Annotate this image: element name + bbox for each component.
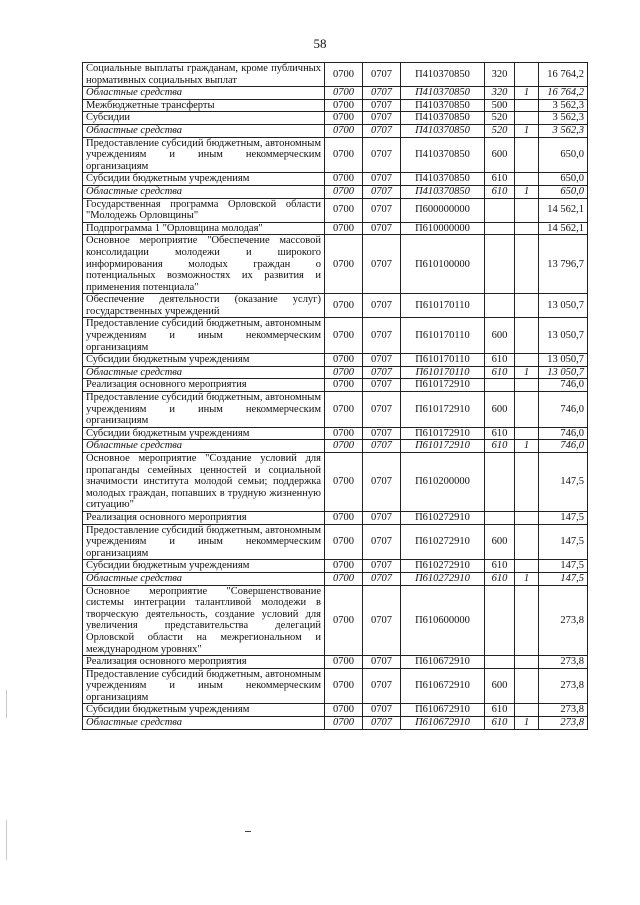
table-row — [83, 235, 588, 294]
section-code: 0700 — [325, 124, 363, 137]
expense-type-code: 610 — [485, 354, 515, 367]
section-code: 0700 — [325, 717, 363, 730]
row-name: Субсидии бюджетным учреждениям — [83, 427, 325, 440]
expense-type-code: 610 — [485, 704, 515, 717]
section-code: 0700 — [325, 427, 363, 440]
expense-type-code: 610 — [485, 572, 515, 585]
amount: 16 764,2 — [539, 63, 588, 87]
table-row — [83, 560, 588, 573]
amount: 13 796,7 — [539, 235, 588, 294]
section-code: 0700 — [325, 585, 363, 656]
table-row — [83, 572, 588, 585]
amount: 13 050,7 — [539, 354, 588, 367]
scan-margin-mark — [6, 690, 7, 718]
page-number: 58 — [313, 36, 327, 51]
row-name: Областные средства — [83, 440, 325, 453]
subsection-code: 0707 — [363, 63, 401, 87]
section-code: 0700 — [325, 560, 363, 573]
target-article-code: П610272910 — [401, 572, 485, 585]
target-article-code: П610100000 — [401, 235, 485, 294]
table-row — [83, 440, 588, 453]
expense-type-code: 600 — [485, 524, 515, 560]
expense-type-code: 320 — [485, 87, 515, 100]
amount: 147,5 — [539, 572, 588, 585]
table-row — [83, 453, 588, 512]
section-code: 0700 — [325, 235, 363, 294]
amount: 746,0 — [539, 379, 588, 392]
row-name: Областные средства — [83, 124, 325, 137]
subsection-code: 0707 — [363, 294, 401, 318]
source-code — [515, 668, 539, 704]
row-name: Субсидии бюджетным учреждениям — [83, 173, 325, 186]
section-code: 0700 — [325, 366, 363, 379]
expense-type-code: 600 — [485, 392, 515, 428]
row-name: Реализация основного мероприятия — [83, 379, 325, 392]
expense-type-code — [485, 656, 515, 669]
row-name: Подпрограмма 1 "Орловщина молодая" — [83, 222, 325, 235]
row-name: Обеспечение деятельности (оказание услуг) государственных учреждений — [83, 294, 325, 318]
subsection-code: 0707 — [363, 560, 401, 573]
source-code — [515, 63, 539, 87]
section-code: 0700 — [325, 379, 363, 392]
amount: 3 562,3 — [539, 124, 588, 137]
subsection-code: 0707 — [363, 198, 401, 222]
amount: 273,8 — [539, 656, 588, 669]
table-row — [83, 354, 588, 367]
row-name: Реализация основного мероприятия — [83, 511, 325, 524]
target-article-code: П610170110 — [401, 294, 485, 318]
amount: 147,5 — [539, 511, 588, 524]
source-code — [515, 427, 539, 440]
amount: 273,8 — [539, 668, 588, 704]
target-article-code: П610672910 — [401, 656, 485, 669]
section-code: 0700 — [325, 137, 363, 173]
section-code: 0700 — [325, 656, 363, 669]
expense-type-code — [485, 511, 515, 524]
source-code — [515, 112, 539, 125]
subsection-code: 0707 — [363, 511, 401, 524]
section-code: 0700 — [325, 63, 363, 87]
target-article-code: П410370850 — [401, 99, 485, 112]
expense-type-code: 600 — [485, 137, 515, 173]
amount: 16 764,2 — [539, 87, 588, 100]
expense-type-code: 610 — [485, 560, 515, 573]
section-code: 0700 — [325, 185, 363, 198]
row-name: Областные средства — [83, 717, 325, 730]
section-code: 0700 — [325, 704, 363, 717]
subsection-code: 0707 — [363, 668, 401, 704]
section-code: 0700 — [325, 511, 363, 524]
table-row — [83, 585, 588, 656]
target-article-code: П610172910 — [401, 392, 485, 428]
expense-type-code — [485, 379, 515, 392]
target-article-code: П410370850 — [401, 124, 485, 137]
expense-type-code: 610 — [485, 440, 515, 453]
source-code — [515, 392, 539, 428]
table-row — [83, 318, 588, 354]
target-article-code: П610172910 — [401, 440, 485, 453]
subsection-code: 0707 — [363, 453, 401, 512]
table-row — [83, 379, 588, 392]
expense-type-code: 600 — [485, 318, 515, 354]
target-article-code: П600000000 — [401, 198, 485, 222]
source-code — [515, 704, 539, 717]
section-code: 0700 — [325, 87, 363, 100]
table-row — [83, 524, 588, 560]
target-article-code: П610170110 — [401, 366, 485, 379]
expense-type-code: 610 — [485, 366, 515, 379]
row-name: Областные средства — [83, 572, 325, 585]
source-code — [515, 294, 539, 318]
amount: 14 562,1 — [539, 198, 588, 222]
table-row — [83, 124, 588, 137]
source-code — [515, 585, 539, 656]
expense-type-code: 320 — [485, 63, 515, 87]
table-row — [83, 87, 588, 100]
subsection-code: 0707 — [363, 379, 401, 392]
table-row — [83, 427, 588, 440]
source-code: 1 — [515, 572, 539, 585]
subsection-code: 0707 — [363, 704, 401, 717]
source-code — [515, 511, 539, 524]
target-article-code: П610200000 — [401, 453, 485, 512]
amount: 273,8 — [539, 704, 588, 717]
expense-type-code — [485, 453, 515, 512]
subsection-code: 0707 — [363, 112, 401, 125]
amount: 650,0 — [539, 137, 588, 173]
section-code: 0700 — [325, 354, 363, 367]
source-code: 1 — [515, 717, 539, 730]
amount: 650,0 — [539, 173, 588, 186]
row-name: Областные средства — [83, 185, 325, 198]
target-article-code: П610272910 — [401, 524, 485, 560]
subsection-code: 0707 — [363, 392, 401, 428]
row-name: Предоставление субсидий бюджетным, автономным учреждениям и иным некоммерческим организациям — [83, 668, 325, 704]
scan-dash-mark — [245, 831, 251, 832]
table-row — [83, 185, 588, 198]
target-article-code: П610172910 — [401, 427, 485, 440]
target-article-code: П610272910 — [401, 560, 485, 573]
expense-type-code: 610 — [485, 427, 515, 440]
source-code — [515, 354, 539, 367]
target-article-code: П610272910 — [401, 511, 485, 524]
budget-table — [82, 62, 588, 730]
subsection-code: 0707 — [363, 366, 401, 379]
row-name: Областные средства — [83, 87, 325, 100]
subsection-code: 0707 — [363, 99, 401, 112]
amount: 14 562,1 — [539, 222, 588, 235]
table-row — [83, 222, 588, 235]
section-code: 0700 — [325, 198, 363, 222]
source-code — [515, 524, 539, 560]
table-row — [83, 137, 588, 173]
row-name: Субсидии бюджетным учреждениям — [83, 354, 325, 367]
subsection-code: 0707 — [363, 137, 401, 173]
expense-type-code — [485, 222, 515, 235]
amount: 3 562,3 — [539, 112, 588, 125]
section-code: 0700 — [325, 99, 363, 112]
table-row — [83, 63, 588, 87]
section-code: 0700 — [325, 392, 363, 428]
budget-table-body — [83, 63, 588, 730]
amount: 746,0 — [539, 427, 588, 440]
source-code: 1 — [515, 366, 539, 379]
source-code — [515, 198, 539, 222]
section-code: 0700 — [325, 572, 363, 585]
section-code: 0700 — [325, 173, 363, 186]
target-article-code: П610672910 — [401, 704, 485, 717]
source-code — [515, 560, 539, 573]
subsection-code: 0707 — [363, 656, 401, 669]
source-code — [515, 318, 539, 354]
row-name: Основное мероприятие "Совершенствование системы интеграции талантливой молодежи в творческую деятельность, создание условий для увеличения представительства делегаций Орловской области на межрегиональном и международном уровнях" — [83, 585, 325, 656]
row-name: Субсидии бюджетным учреждениям — [83, 704, 325, 717]
source-code: 1 — [515, 124, 539, 137]
subsection-code: 0707 — [363, 427, 401, 440]
amount: 13 050,7 — [539, 294, 588, 318]
section-code: 0700 — [325, 318, 363, 354]
target-article-code: П410370850 — [401, 63, 485, 87]
section-code: 0700 — [325, 524, 363, 560]
table-row — [83, 668, 588, 704]
expense-type-code — [485, 294, 515, 318]
source-code — [515, 453, 539, 512]
source-code — [515, 173, 539, 186]
amount: 147,5 — [539, 453, 588, 512]
amount: 650,0 — [539, 185, 588, 198]
table-row — [83, 392, 588, 428]
section-code: 0700 — [325, 112, 363, 125]
target-article-code: П610170110 — [401, 318, 485, 354]
subsection-code: 0707 — [363, 87, 401, 100]
expense-type-code — [485, 585, 515, 656]
expense-type-code: 610 — [485, 717, 515, 730]
amount: 746,0 — [539, 440, 588, 453]
table-row — [83, 99, 588, 112]
expense-type-code: 600 — [485, 668, 515, 704]
source-code — [515, 379, 539, 392]
section-code: 0700 — [325, 222, 363, 235]
target-article-code: П410370850 — [401, 173, 485, 186]
table-row — [83, 294, 588, 318]
source-code: 1 — [515, 440, 539, 453]
amount: 273,8 — [539, 585, 588, 656]
target-article-code: П610672910 — [401, 668, 485, 704]
section-code: 0700 — [325, 440, 363, 453]
expense-type-code: 610 — [485, 173, 515, 186]
amount: 273,8 — [539, 717, 588, 730]
row-name: Областные средства — [83, 366, 325, 379]
table-row — [83, 366, 588, 379]
expense-type-code: 520 — [485, 124, 515, 137]
source-code — [515, 235, 539, 294]
expense-type-code — [485, 198, 515, 222]
source-code — [515, 99, 539, 112]
table-row — [83, 511, 588, 524]
subsection-code: 0707 — [363, 318, 401, 354]
source-code — [515, 222, 539, 235]
table-row — [83, 173, 588, 186]
target-article-code: П610170110 — [401, 354, 485, 367]
subsection-code: 0707 — [363, 354, 401, 367]
row-name: Основное мероприятие "Обеспечение массовой консолидации молодежи и широкого информирования молодых граждан о потенциальных возможностях их развития и применения потенциала" — [83, 235, 325, 294]
target-article-code: П410370850 — [401, 137, 485, 173]
target-article-code: П610600000 — [401, 585, 485, 656]
row-name: Субсидии — [83, 112, 325, 125]
section-code: 0700 — [325, 294, 363, 318]
amount: 147,5 — [539, 560, 588, 573]
amount: 746,0 — [539, 392, 588, 428]
expense-type-code: 610 — [485, 185, 515, 198]
source-code — [515, 137, 539, 173]
subsection-code: 0707 — [363, 572, 401, 585]
subsection-code: 0707 — [363, 173, 401, 186]
subsection-code: 0707 — [363, 235, 401, 294]
subsection-code: 0707 — [363, 185, 401, 198]
table-row — [83, 656, 588, 669]
expense-type-code — [485, 235, 515, 294]
subsection-code: 0707 — [363, 717, 401, 730]
table-row — [83, 198, 588, 222]
expense-type-code: 520 — [485, 112, 515, 125]
section-code: 0700 — [325, 453, 363, 512]
section-code: 0700 — [325, 668, 363, 704]
target-article-code: П610672910 — [401, 717, 485, 730]
source-code: 1 — [515, 87, 539, 100]
subsection-code: 0707 — [363, 222, 401, 235]
scan-margin-mark — [6, 820, 7, 860]
subsection-code: 0707 — [363, 585, 401, 656]
source-code: 1 — [515, 185, 539, 198]
amount: 13 050,7 — [539, 318, 588, 354]
subsection-code: 0707 — [363, 124, 401, 137]
source-code — [515, 656, 539, 669]
amount: 13 050,7 — [539, 366, 588, 379]
target-article-code: П410370850 — [401, 112, 485, 125]
amount: 3 562,3 — [539, 99, 588, 112]
subsection-code: 0707 — [363, 524, 401, 560]
row-name: Субсидии бюджетным учреждениям — [83, 560, 325, 573]
row-name: Предоставление субсидий бюджетным, автономным учреждениям и иным некоммерческим организациям — [83, 392, 325, 428]
expense-type-code: 500 — [485, 99, 515, 112]
row-name: Предоставление субсидий бюджетным, автономным учреждениям и иным некоммерческим организациям — [83, 524, 325, 560]
subsection-code: 0707 — [363, 440, 401, 453]
row-name: Предоставление субсидий бюджетным, автономным учреждениям и иным некоммерческим организациям — [83, 137, 325, 173]
target-article-code: П410370850 — [401, 87, 485, 100]
table-row — [83, 112, 588, 125]
row-name: Государственная программа Орловской области "Молодежь Орловщины" — [83, 198, 325, 222]
table-row — [83, 717, 588, 730]
row-name: Реализация основного мероприятия — [83, 656, 325, 669]
row-name: Основное мероприятие "Создание условий для пропаганды семейных ценностей и социальной значимости института молодой семьи; поддержка молодых граждан, попавших в трудную жизненную ситуацию" — [83, 453, 325, 512]
target-article-code: П610172910 — [401, 379, 485, 392]
amount: 147,5 — [539, 524, 588, 560]
table-row — [83, 704, 588, 717]
row-name: Предоставление субсидий бюджетным, автономным учреждениям и иным некоммерческим организациям — [83, 318, 325, 354]
target-article-code: П410370850 — [401, 185, 485, 198]
target-article-code: П610000000 — [401, 222, 485, 235]
row-name: Социальные выплаты гражданам, кроме публичных нормативных социальных выплат — [83, 63, 325, 87]
row-name: Межбюджетные трансферты — [83, 99, 325, 112]
